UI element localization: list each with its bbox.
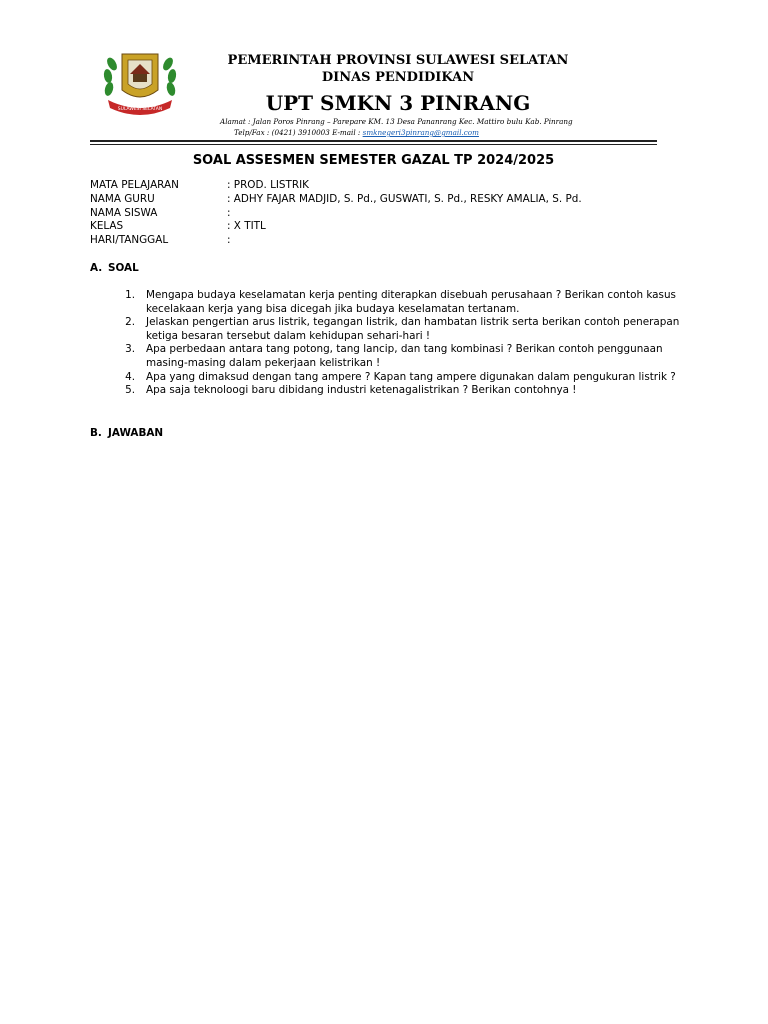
info-label: NAMA GURU [90,192,155,205]
info-row-date [90,234,582,248]
list-item [110,371,682,385]
letterhead-rule-thick [90,140,657,142]
svg-text:SULAWESI SELATAN: SULAWESI SELATAN [117,107,163,112]
info-row-student [90,207,582,221]
info-value: : PROD. LISTRIK [227,179,309,191]
info-value: : [227,206,231,219]
letterhead-government: PEMERINTAH PROVINSI SULAWESI SELATAN [227,53,569,68]
contact-email-link[interactable]: smknegeri3pinrang@gmail.com [362,128,479,137]
question-number: 2. [125,316,135,329]
contact-phone: Telp/Fax : (0421) 3910003 E-mail : [234,128,363,137]
list-item [110,343,682,370]
section-b-heading [90,427,163,439]
question-number: 3. [125,343,135,356]
question-text: Apa saja teknoloogi baru dibidang industri ketenagalistrikan ? Berikan contohnya ! [146,384,577,397]
question-text: Mengapa budaya keselamatan kerja penting diterapkan disebuah perusahaan ? Berikan contoh kasus kecelakaan kerja yang bisa dicegah jika budaya keselamatan tertanam. [146,289,676,315]
list-item [110,384,682,398]
info-label: NAMA SISWA [90,206,158,219]
info-value: : ADHY FAJAR MADJID, S. Pd., GUSWATI, S. Pd., RESKY AMALIA, S. Pd. [227,192,582,205]
section-label: SOAL [108,262,139,274]
info-value: : [227,234,231,247]
letterhead-rule-thin [90,144,657,145]
section-label: JAWABAN [108,427,164,439]
letterhead-address: Alamat : Jalan Poros Pinrang – Parepare KM. 13 Desa Pananrang Kec. Mattiro bulu Kab. Pinrang [220,117,573,126]
letterhead-department: DINAS PENDIDIKAN [321,70,475,85]
info-row-subject [90,179,582,193]
info-value: : X TITL [227,220,266,233]
letterhead-school-name: UPT SMKN 3 PINRANG [265,91,531,115]
info-row-teacher [90,193,582,207]
question-number: 4. [125,370,135,383]
question-text: Jelaskan pengertian arus listrik, tegangan listrik, dan hambatan listrik serta berikan contoh penerapan ketiga besaran tersebut dalam kehidupan sehari-hari ! [146,316,680,342]
provincial-emblem-logo [100,44,180,120]
info-row-class [90,220,582,234]
section-letter: B. [90,427,102,439]
info-label: HARI/TANGGAL [90,234,169,247]
question-text: Apa yang dimaksud dengan tang ampere ? Kapan tang ampere digunakan dalam pengukuran listrik ? [146,370,676,383]
question-text: Apa perbedaan antara tang potong, tang lancip, dan tang kombinasi ? Berikan contoh penggunaan masing-masing dalam pekerjaan kelistrikan ! [146,343,663,369]
info-label: KELAS [90,220,124,233]
section-a-heading [90,262,139,274]
letterhead [200,52,596,117]
document-title: SOAL ASSESMEN SEMESTER GAZAL TP 2024/2025 [192,153,555,168]
section-letter: A. [90,262,103,274]
question-number: 5. [125,384,135,397]
question-list [110,289,682,398]
question-number: 1. [125,289,135,301]
letterhead-contact [234,128,479,137]
info-label: MATA PELAJARAN [90,179,179,191]
list-item [110,316,682,343]
identity-table [90,179,582,248]
list-item [110,289,682,316]
